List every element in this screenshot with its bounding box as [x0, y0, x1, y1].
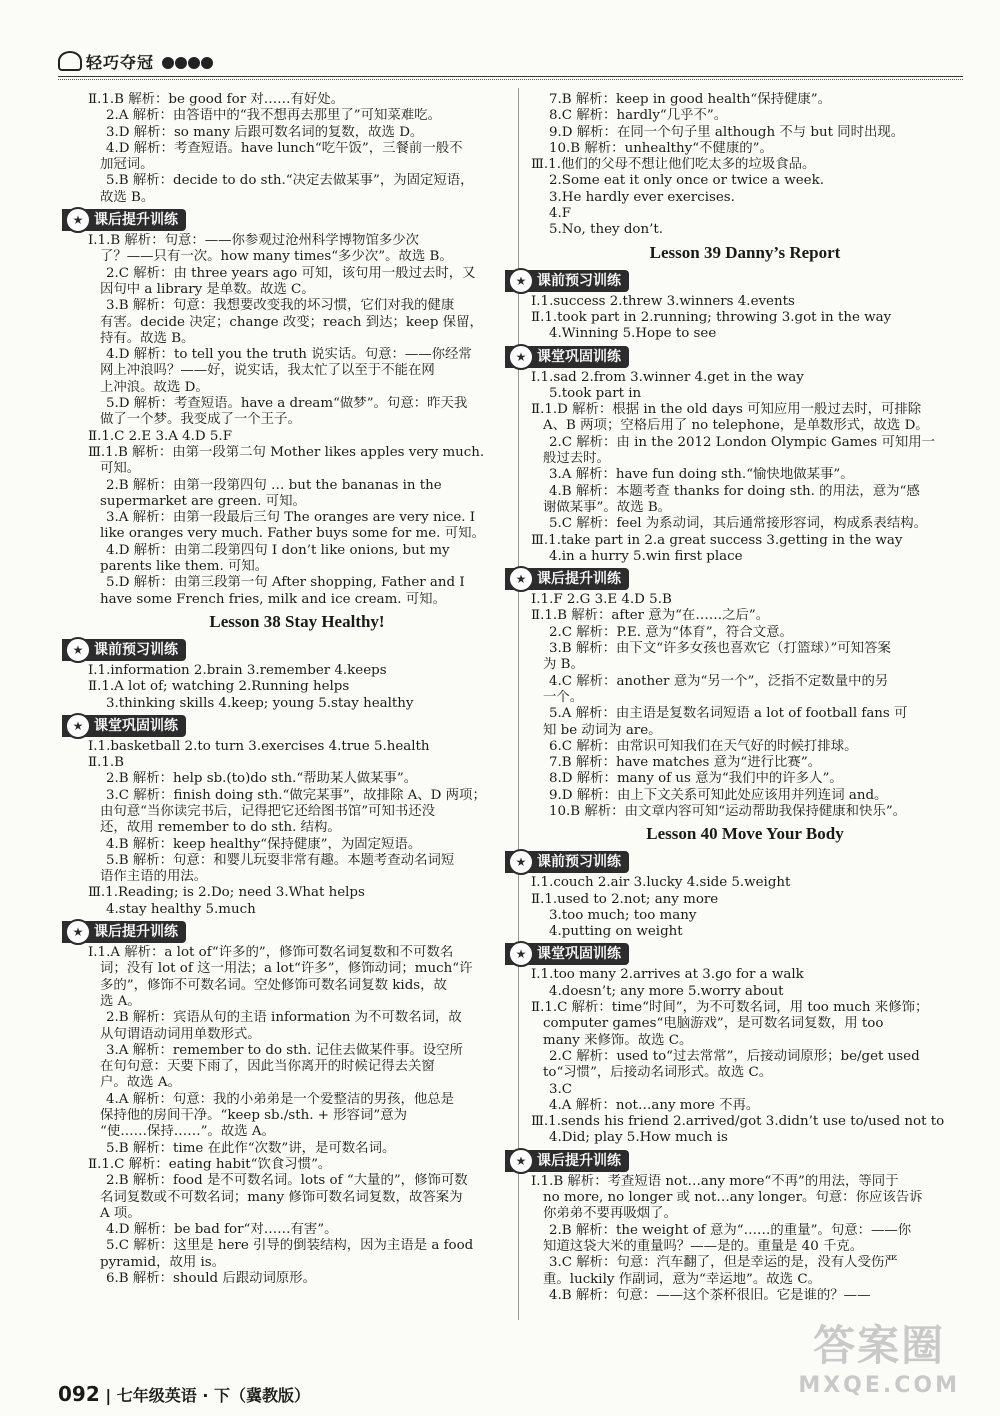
badge-icon: ★: [65, 207, 91, 233]
section-banner: ★ 课后提升训练: [62, 209, 186, 231]
answer-line: have some French fries, milk and ice cream. 可知。: [100, 591, 446, 607]
section-banner: ★ 课后提升训练: [505, 1150, 629, 1172]
answer-line: supermarket are green. 可知。: [100, 493, 306, 509]
answer-line: 由句意“当你读完书后，记得把它还给图书馆”可知书还没: [100, 803, 436, 819]
section-banner: ★ 课前预习训练: [505, 270, 629, 292]
answer-line: 2.B 解析：由第一段第四句 … but the bananas in the: [106, 477, 442, 493]
lesson-title: Lesson 38 Stay Healthy!: [209, 611, 385, 631]
badge-icon: ★: [508, 1148, 534, 1174]
answer-line: parents like them. 可知。: [100, 559, 269, 575]
answer-line: Ⅱ.1.B 解析：after 意为“在……之后”。: [531, 608, 770, 624]
answer-line: 5.A 解析：由主语是复数名词短语 a lot of football fans 可: [549, 706, 908, 722]
answer-line: 2.B 解析：help sb.(to)do sth.“帮助某人做某事”。: [106, 771, 418, 787]
answer-line: 知道这袋大米的重量吗？——是的。重量是 40 千克。: [543, 1238, 864, 1254]
answer-line: 5.B 解析：decide to do sth.“决定去做某事”，为固定短语，: [106, 173, 474, 189]
answer-line: 5.took part in: [549, 385, 642, 401]
answer-line: A、B 两项；空格后用了 no telephone，是单数形式，故选 D。: [543, 418, 929, 434]
answer-line: many 来修饰。故选 C。: [543, 1032, 693, 1048]
answer-line: Ⅱ.1.B: [88, 755, 124, 771]
answer-line: 在句句意：天要下雨了，因此当你离开的时候记得去关窗: [100, 1059, 435, 1075]
right-section-5: [531, 294, 959, 343]
answer-line: 从句谓语动词用单数形式。: [100, 1026, 261, 1042]
section-banner: ★ 课前预习训练: [505, 851, 629, 873]
answer-line: Ⅰ.1.F 2.G 3.E 4.D 5.B: [531, 592, 672, 608]
answer-line: Ⅲ.1.sends his friend 2.arrived/got 3.didn’t use to/used not to: [531, 1114, 945, 1130]
answer-line: to“习惯”，后接动名词形式。故选 C。: [543, 1065, 773, 1081]
footer-divider: |: [105, 1386, 112, 1405]
answer-line: 网上冲浪吗？——好，说实话，我太忙了以至于不能在网: [100, 363, 435, 379]
answer-line: 2.C 解析：P.E. 意为“体育”，符合文意。: [549, 624, 793, 640]
answer-line: 2.C 解析：由 in the 2012 London Olympic Games 可知用一: [549, 434, 936, 450]
answer-line: 选 A。: [100, 993, 141, 1009]
answer-line: 词；没有 lot of 这一用法；a lot“许多”，修饰动词；much“许: [100, 961, 473, 977]
watermark-logo: 答案圈 MXQE.COM: [798, 1321, 960, 1398]
answer-line: 4.F: [549, 206, 572, 222]
answer-line: Ⅰ.1.A 解析：a lot of“许多的”，修饰可数名词复数和不可数名: [88, 945, 454, 961]
answer-line: 5.No, they don’t.: [549, 222, 663, 238]
answer-line: Ⅱ.1.C 解析：time“时间”，为不可数名词，用 too much 来修饰；: [531, 1000, 929, 1016]
answer-line: 8.C 解析：hardly“几乎不”。: [549, 108, 728, 124]
answer-line: 2.A 解析：由答语中的“我不想再去那里了”可知菜难吃。: [106, 108, 441, 124]
answer-line: 3.A 解析：由第一段最后三句 The oranges are very nice. I: [106, 510, 476, 526]
answer-line: Ⅱ.1.D 解析：根据 in the old days 可知应用一般过去时，可排除: [531, 402, 922, 418]
answer-line: Ⅱ.1.used to 2.not; any more: [531, 891, 719, 907]
answer-line: “使……保持……”。故选 A。: [100, 1124, 275, 1140]
answer-line: like oranges very much. Father buys some for me. 可知。: [100, 526, 485, 542]
answer-line: 2.B 解析：the weight of 意为“……的重量”。句意：——你: [549, 1222, 912, 1238]
answer-line: 4.in a hurry 5.win first place: [549, 548, 743, 564]
answer-line: 4.B 解析：keep healthy“保持健康”，为固定短语。: [106, 836, 422, 852]
answer-line: 你弟弟不要再吸烟了。: [543, 1206, 677, 1222]
right-column: [515, 92, 959, 1304]
answer-line: 3.A 解析：remember to do sth. 记住去做某件事。设空所: [106, 1042, 463, 1058]
answer-line: 为 B。: [543, 657, 584, 673]
answer-line: 9.D 解析：在同一个句子里 although 不与 but 同时出现。: [549, 124, 905, 140]
answer-line: 2.Some eat it only once or twice a week.: [549, 173, 824, 189]
answer-line: 3.C: [549, 1081, 573, 1097]
answer-line: Ⅲ.1.Reading; is 2.Do; need 3.What helps: [88, 885, 365, 901]
badge-icon: ★: [508, 566, 534, 592]
answer-line: 7.B 解析：keep in good health“保持健康”。: [549, 92, 831, 107]
answer-line: 加冠词。: [100, 157, 154, 173]
answer-line: Ⅱ.1.A lot of; watching 2.Running helps: [88, 679, 350, 695]
answer-line: 4.D 解析：考查短语。have lunch“吃午饭”，三餐前一般不: [106, 140, 463, 156]
badge-icon: ★: [508, 268, 534, 294]
answer-line: 5.B 解析：句意：和婴儿玩耍非常有趣。本题考查动名词短: [106, 852, 455, 868]
answer-line: 2.B 解析：宾语从句的主语 information 为不可数名词，故: [106, 1010, 462, 1026]
page-footer: [58, 1382, 310, 1406]
answer-line: Ⅰ.1.sad 2.from 3.winner 4.get in the way: [531, 369, 804, 385]
answer-line: 4.putting on weight: [549, 924, 683, 940]
left-section-1: [88, 233, 506, 608]
answer-line: A 项。: [100, 1205, 141, 1221]
answer-line: 4.B 解析：句意：——这个茶杯很旧。它是谁的？——: [549, 1287, 871, 1303]
answer-line: 因句中 a library 是单数。故选 C。: [100, 281, 315, 297]
book-title: 七年级英语 · 下（冀教版）: [116, 1386, 310, 1405]
answer-line: Ⅲ.1.B 解析：由第一段第二句 Mother likes apples very much.: [88, 444, 485, 460]
answer-line: Ⅲ.1.他们的父母不想让他们吃太多的垃圾食品。: [531, 157, 816, 173]
answer-line: 还，故用 remember to do sth. 结构。: [100, 820, 341, 836]
answer-line: 7.B 解析：have matches 意为“进行比赛”。: [549, 755, 822, 771]
right-section-7: [531, 592, 959, 820]
answer-line: 知 be 动词为 are。: [543, 722, 662, 738]
answer-line: 3.C 解析：finish doing sth.“做完某事”，故排除 A、D 两项；: [106, 787, 486, 803]
answer-line: 4.C 解析：another 意为“另一个”，泛指不定数量中的另: [549, 673, 889, 689]
answer-line: Ⅰ.1.information 2.brain 3.remember 4.keeps: [88, 662, 387, 678]
answer-line: 3.C 解析：句意：汽车翻了，但是幸运的是，没有人受伤严: [549, 1255, 898, 1271]
answer-line: 般过去时。: [543, 451, 610, 467]
header-dots: [162, 57, 214, 73]
answer-line: 4.Did; play 5.How much is: [549, 1130, 728, 1146]
answer-line: computer games“电脑游戏”，是可数名词复数，用 too: [543, 1016, 884, 1032]
answer-line: 故选 B。: [100, 189, 155, 205]
answer-line: Ⅱ.1.took part in 2.running; throwing 3.got in the way: [531, 309, 892, 325]
section-banner: ★ 课后提升训练: [505, 568, 629, 590]
answer-line: 10.B 解析：由文章内容可知“运动帮助我保持健康和快乐”。: [549, 803, 907, 819]
answer-line: Ⅱ.1.B 解析：be good for 对……有好处。: [88, 92, 345, 107]
section-banner: ★ 课堂巩固训练: [505, 943, 629, 965]
answer-line: 有害。decide 决定；change 改变；reach 到达；keep 保留，: [100, 314, 483, 330]
badge-icon: ★: [508, 344, 534, 370]
section-banner: ★ 课前预习训练: [62, 639, 186, 661]
left-top-section: [88, 92, 506, 206]
section-banner: ★ 课堂巩固训练: [62, 715, 186, 737]
badge-icon: ★: [508, 941, 534, 967]
answer-line: Ⅰ.1.basketball 2.to turn 3.exercises 4.true 5.health: [88, 738, 430, 754]
answer-line: 户。故选 A。: [100, 1075, 181, 1091]
answer-line: Ⅱ.1.C 2.E 3.A 4.D 5.F: [88, 428, 232, 444]
answer-line: Ⅰ.1.B 解析：句意：——你参观过沧州科学博物馆多少次: [88, 233, 420, 249]
left-column: [72, 92, 506, 1287]
answer-line: 3.thinking skills 4.keep; young 5.stay healthy: [106, 695, 414, 711]
answer-line: 保持他的房间干净。“keep sb./sth. + 形容词”意为: [100, 1108, 408, 1124]
lesson-title: Lesson 40 Move Your Body: [646, 824, 844, 844]
section-banner: ★ 课堂巩固训练: [505, 346, 629, 368]
page-number: 092: [58, 1382, 100, 1406]
answer-line: 4.A 解析：句意：我的小弟弟是一个爱整洁的男孩，他总是: [106, 1091, 455, 1107]
left-section-4: [88, 945, 506, 1287]
answer-line: 4.D 解析：由第二段第四句 I don’t like onions, but my: [106, 542, 450, 558]
page-header: [58, 50, 963, 78]
answer-line: 6.C 解析：由常识可知我们在天气好的时候打排球。: [549, 738, 858, 754]
answer-line: 一个。: [543, 689, 584, 705]
right-top-section: [531, 92, 959, 239]
answer-line: 4.B 解析：本题考查 thanks for doing sth. 的用法，意为“感: [549, 483, 920, 499]
answer-line: 6.B 解析：should 后跟动词原形。: [106, 1271, 317, 1286]
answer-line: 5.D 解析：由第三段第一句 After shopping, Father and I: [106, 575, 465, 591]
answer-line: 重。luckily 作副词，意为“幸运地”。故选 C。: [543, 1271, 821, 1287]
answer-line: 4.A 解析：not…any more 不再。: [549, 1097, 760, 1113]
answer-line: 上冲浪。故选 D。: [100, 379, 209, 395]
right-section-8: [531, 875, 959, 940]
answer-line: 5.C 解析：feel 为系动词，其后通常接形容词，构成系表结构。: [549, 516, 927, 532]
answer-line: Ⅰ.1.couch 2.air 3.lucky 4.side 5.weight: [531, 875, 791, 891]
left-section-3: [88, 739, 506, 918]
badge-icon: ★: [508, 849, 534, 875]
right-section-6: [531, 370, 959, 566]
badge-icon: ★: [65, 919, 91, 945]
answer-line: 10.B 解析：unhealthy“不健康的”。: [549, 140, 773, 156]
answer-line: 3.too much; too many: [549, 907, 697, 923]
answer-line: 5.D 解析：考查短语。have a dream“做梦”。句意：昨天我: [106, 396, 468, 412]
answer-line: 多的”，修饰不可数名词。空处修饰可数名词复数 kids，故: [100, 977, 447, 993]
answer-line: 4.stay healthy 5.much: [106, 901, 256, 917]
crown-icon: [58, 51, 82, 71]
section-banner: ★ 课后提升训练: [62, 921, 186, 943]
answer-line: 做了一个梦。我变成了一个王子。: [100, 412, 301, 428]
answer-line: 3.B 解析：由下文“许多女孩也喜欢它（打篮球）”可知答案: [549, 641, 891, 657]
answer-line: pyramid，故用 is。: [100, 1254, 226, 1270]
answer-line: 语作主语的用法。: [100, 869, 208, 885]
answer-line: 8.D 解析：many of us 意为“我们中的许多人”。: [549, 771, 843, 787]
right-section-10: [531, 1174, 959, 1304]
answer-line: 5.B 解析：time 在此作“次数”讲，是可数名词。: [106, 1140, 396, 1156]
answer-line: 2.B 解析：food 是不可数名词。lots of “大量的”，修饰可数: [106, 1173, 468, 1189]
answer-line: 4.doesn’t; any more 5.worry about: [549, 983, 784, 999]
answer-line: 3.D 解析：so many 后跟可数名词的复数，故选 D。: [106, 124, 424, 140]
brand-logo: 轻巧夺冠: [58, 53, 154, 72]
answer-line: 3.He hardly ever exercises.: [549, 189, 735, 205]
answer-line: 可知。: [100, 461, 141, 477]
answer-line: 4.D 解析：to tell you the truth 说实话。句意：——你经常: [106, 347, 472, 363]
answer-line: Ⅰ.1.B 解析：考查短语 not…any more“不再”的用法，等同于: [531, 1173, 899, 1189]
answer-line: Ⅲ.1.take part in 2.a great success 3.getting in the way: [531, 532, 903, 548]
badge-icon: ★: [65, 637, 91, 663]
answer-line: 4.D 解析：be bad for“对……有害”。: [106, 1222, 338, 1238]
answer-line: 名词复数或不可数名词；many 修饰可数名词复数，故答案为: [100, 1189, 463, 1205]
left-section-2: [88, 663, 506, 712]
answer-line: 持有。故选 B。: [100, 330, 195, 346]
badge-icon: ★: [65, 713, 91, 739]
answer-line: 9.D 解析：由上下文关系可知此处应该用并列连词 and。: [549, 787, 888, 803]
answer-line: 2.C 解析：由 three years ago 可知，该句用一般过去时，又: [106, 265, 476, 281]
answer-line: Ⅱ.1.C 解析：eating habit“饮食习惯”。: [88, 1156, 332, 1172]
answer-line: Ⅰ.1.too many 2.arrives at 3.go for a walk: [531, 967, 804, 983]
answer-line: 5.C 解析：这里是 here 引导的倒装结构，因为主语是 a food: [106, 1238, 474, 1254]
answer-line: 3.A 解析：have fun doing sth.“愉快地做某事”。: [549, 467, 854, 483]
answer-line: 4.Winning 5.Hope to see: [549, 326, 717, 342]
answer-line: 了？——只有一次。how many times“多少次”。故选 B。: [100, 249, 453, 265]
right-section-9: [531, 967, 959, 1146]
lesson-title: Lesson 39 Danny’s Report: [649, 242, 841, 262]
answer-line: Ⅰ.1.success 2.threw 3.winners 4.events: [531, 293, 795, 309]
answer-line: 谢做某事”。故选 B。: [543, 499, 672, 515]
answer-line: 2.C 解析：used to“过去常常”，后接动词原形；be/get used: [549, 1048, 920, 1064]
answer-line: no more, no longer 或 not…any longer。句意：你应该告诉: [543, 1190, 923, 1206]
answer-line: 3.B 解析：句意：我想要改变我的坏习惯，它们对我的健康: [106, 298, 455, 314]
